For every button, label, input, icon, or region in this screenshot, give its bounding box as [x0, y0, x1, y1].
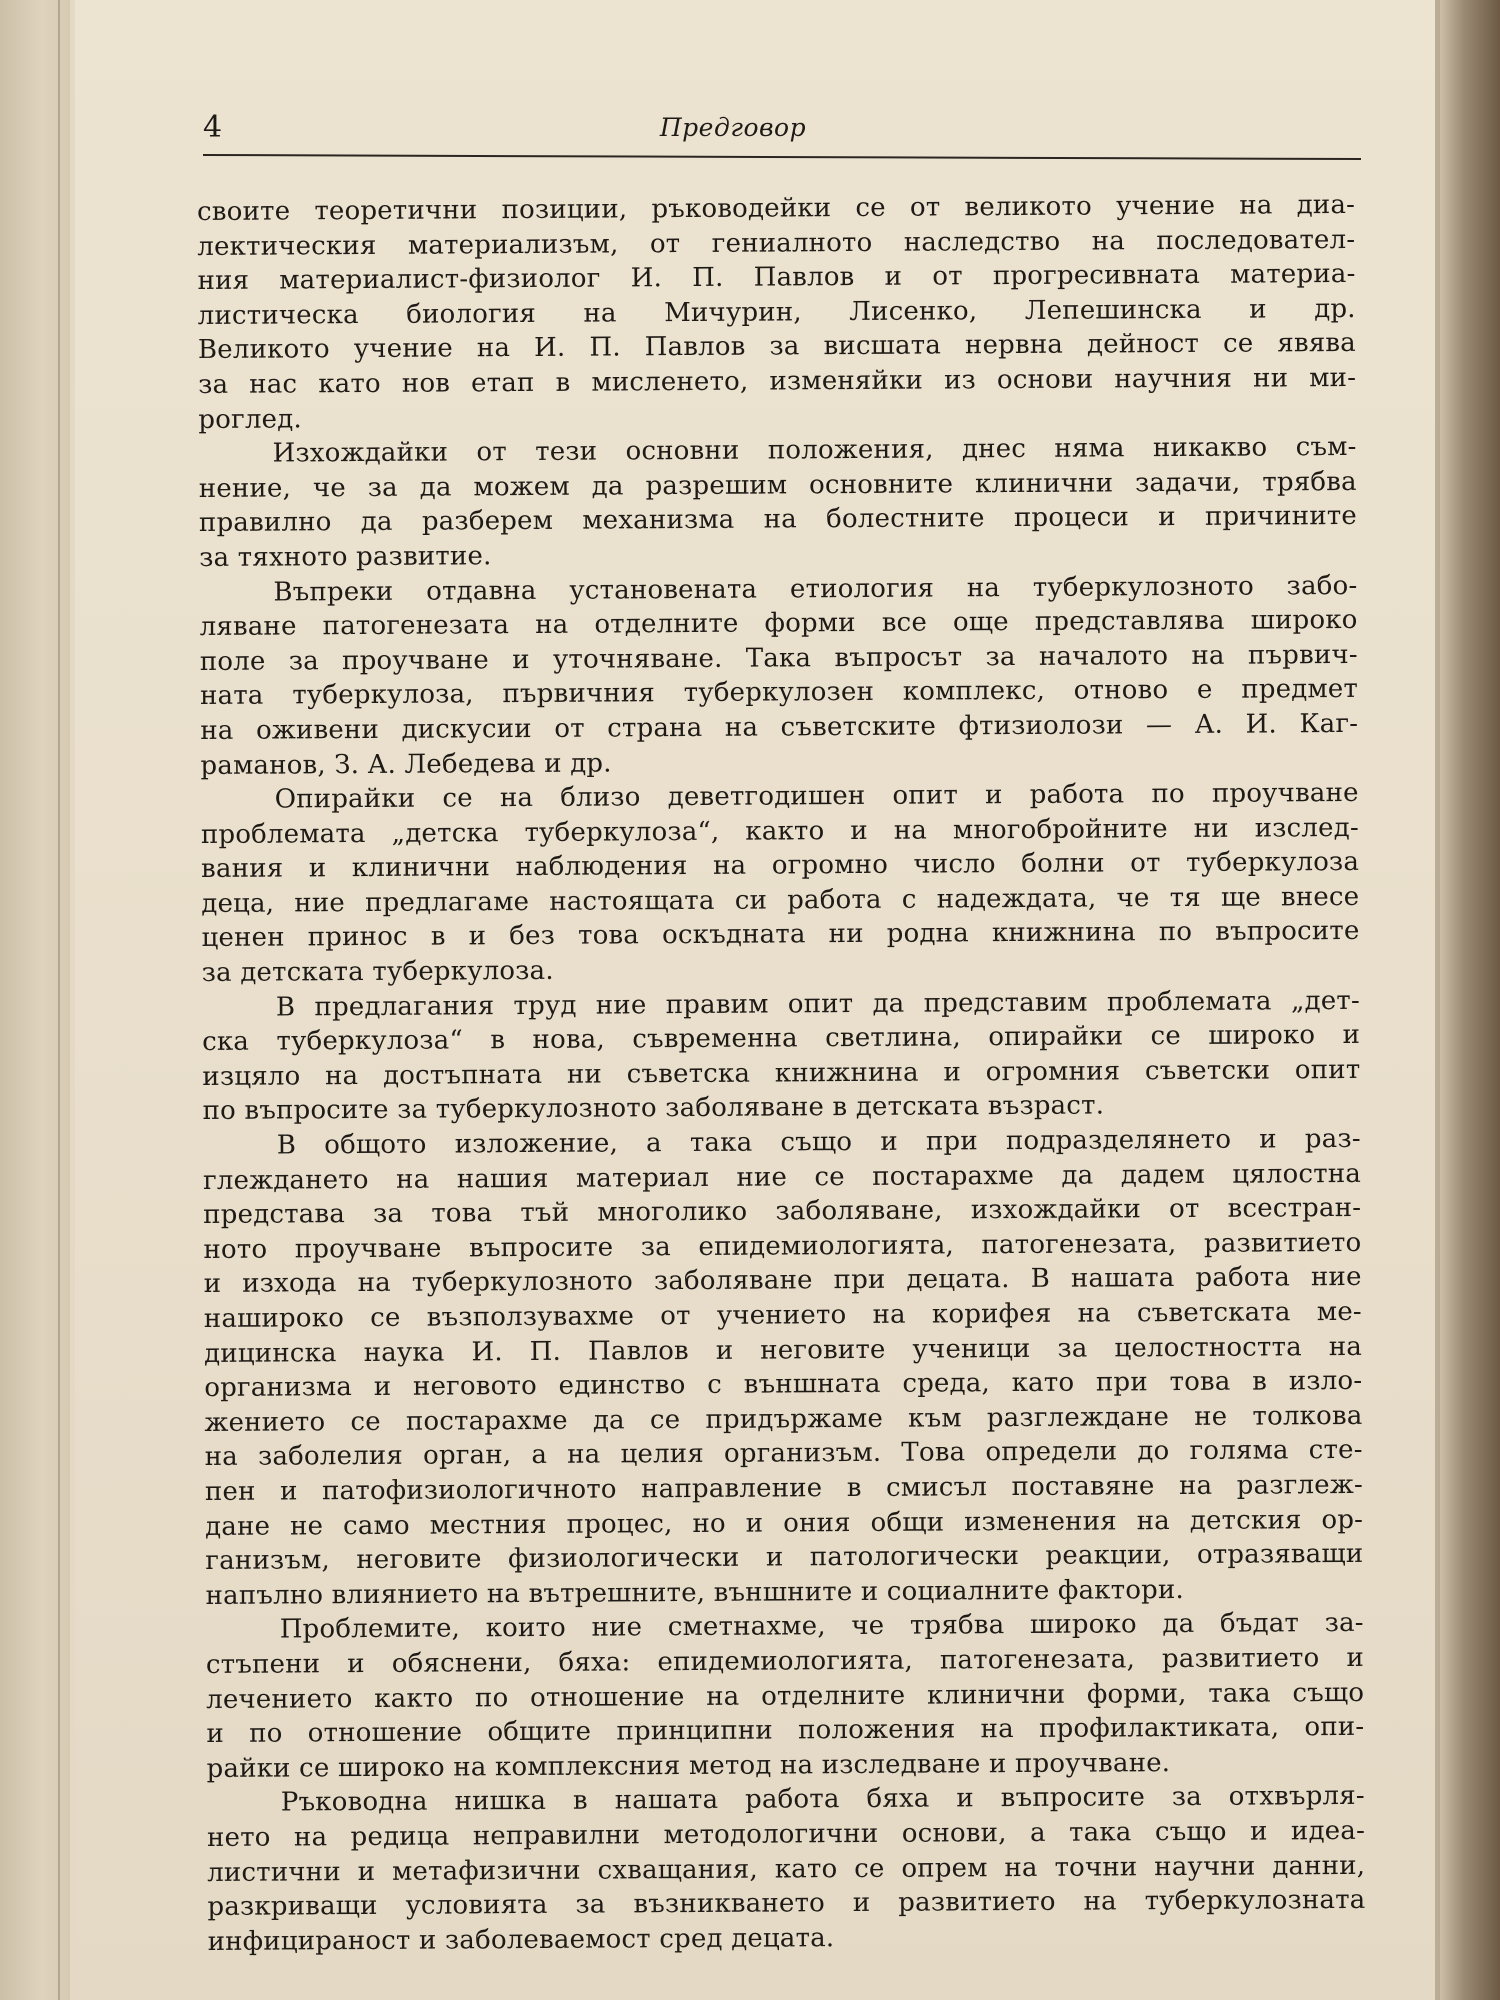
text-line: роглед. [198, 403, 302, 435]
page-number: 4 [203, 110, 223, 145]
text-line: дане не само местния процес, но и ония общи изменения на детския ор- [205, 1504, 1364, 1542]
running-title: Предговор [659, 113, 807, 142]
text-line: на оживени дискусии от страна на съветските фтизиолози — А. И. Каг- [200, 708, 1359, 746]
text-line: ната туберкулоза, първичния туберкулозен комплекс, отново е предмет [199, 674, 1359, 712]
text-line: лектическия материализъм, от гениалното наследство на последовател- [197, 224, 1356, 262]
text-line: Въпреки отдавна установената етиология на туберкулозното забо- [273, 570, 1358, 608]
book-spine-shadow [1440, 0, 1500, 2000]
text-line: раманов, З. А. Лебедева и др. [200, 747, 612, 781]
text-line: правилно да разберем механизма на болестните процеси и причините [198, 501, 1358, 539]
page-header [203, 108, 1435, 158]
text-line: нето на редица неправилни методологични основи, а така също и идеа- [206, 1815, 1366, 1853]
text-line: лечението както по отношение на отделните клинични форми, така също [206, 1677, 1365, 1715]
text-line: нение, че за да можем да разрешим основните клинични задачи, трябва [198, 466, 1357, 504]
text-line: представа за това тъй многолико заболяване, изхождайки от всестран- [203, 1193, 1362, 1231]
book-page [75, 0, 1435, 2000]
text-line: В общото изложение, а така също и при подразделянето и раз- [276, 1123, 1361, 1161]
text-line: Изхождайки от тези основни положения, днес няма никакво съм- [272, 432, 1357, 469]
text-line: ценен принос в и без това оскъдната ни родна книжнина по въпросите [201, 916, 1360, 954]
text-line: Ръководна нишка в нашата работа бяха и въпросите за отхвърля- [280, 1781, 1365, 1818]
text-line: своите теоретични позиции, ръководейки се от великото учение на диа- [197, 189, 1356, 227]
text-line: ляване патогенезата на отделните форми все още представлява широко [199, 605, 1358, 643]
text-line: пен и патофизиологичното направление в смисъл поставяне на разглеж- [204, 1469, 1363, 1507]
text-line: по въпросите за туберкулозното заболяване в детската възраст. [202, 1090, 1105, 1127]
body-text [197, 188, 1366, 1959]
text-line: за детската туберкулоза. [201, 955, 554, 989]
text-line: нашироко се възползувахме от учението на корифея на съветската ме- [203, 1296, 1362, 1334]
text-line: листическа биология на Мичурин, Лисенко, Лепешинска и др. [197, 293, 1356, 331]
text-line: разкриващи условията за възникването и развитието на туберкулозната [207, 1884, 1366, 1923]
text-line: за нас като нов етап в мисленето, изменяйки из основи научния ни ми- [198, 362, 1357, 400]
text-line: райки се широко на комплексния метод на изследване и проучване. [206, 1747, 1171, 1784]
text-line: за тяхното развитие. [199, 541, 492, 573]
text-line: ното проучване въпросите за епидемиологията, патогенезата, развитието [203, 1227, 1362, 1265]
text-line: деца, ние предлагаме настоящата си работа с надеждата, че тя ще внесе [201, 881, 1360, 919]
text-line: ганизъм, неговите физиологически и патологически реакции, отразяващи [205, 1539, 1364, 1577]
text-line: стъпени и обяснени, бяха: епидемиологията, патогенезата, развитието и [205, 1642, 1365, 1680]
text-line: Проблемите, които ние сметнахме, че трябва широко да бъдат за- [279, 1608, 1364, 1645]
text-line: и изхода на туберкулозното заболяване при децата. В нашата работа ние [203, 1262, 1362, 1300]
text-line: жението се постарахме да се придържаме към разглеждане не толкова [204, 1400, 1363, 1438]
text-line: инфицираност и заболеваемост сред децата. [207, 1922, 835, 1957]
text-line: Опирайки се на близо деветгодишен опит и работа по проучване [274, 778, 1359, 815]
text-line: вания и клинични наблюдения на огромно число болни от туберкулоза [201, 847, 1360, 885]
text-line: ния материалист-физиолог И. П. Павлов и от прогресивната материа- [197, 259, 1356, 297]
text-line: напълно влиянието на вътрешните, външните и социалните фактори. [205, 1574, 1185, 1611]
text-line: на заболелия орган, а на целия организъм. Това определи до голяма сте- [204, 1435, 1363, 1473]
text-line: изцяло на достъпната ни съветска книжнина и огромния съветски опит [202, 1054, 1361, 1092]
text-line: организма и неговото единство с външната среда, като при това в изло- [204, 1366, 1363, 1404]
text-line: проблемата „детска туберкулоза“, както и на многобройните ни изслед- [200, 812, 1359, 850]
text-line: листични и метафизични схващания, като се опрем на точни научни данни, [207, 1850, 1366, 1888]
text-line: и по отношение общите принципни положения на профилактиката, опи- [206, 1712, 1365, 1750]
text-line: поле за проучване и уточняване. Така въпросът за началото на първич- [199, 639, 1358, 677]
text-line: Великото учение на И. П. Павлов за висшата нервна дейност се явява [197, 328, 1357, 366]
text-line: ска туберкулоза“ в нова, съвременна светлина, опирайки се широко и [202, 1020, 1361, 1058]
text-line: В предлагания труд ние правим опит да представим проблемата „дет- [275, 985, 1361, 1023]
text-line: дицинска наука И. П. Павлов и неговите ученици за целостността на [203, 1331, 1363, 1369]
text-line: глеждането на нашия материал ние се постарахме да дадем цялостна [202, 1158, 1362, 1196]
facing-page-edge [0, 0, 70, 2000]
